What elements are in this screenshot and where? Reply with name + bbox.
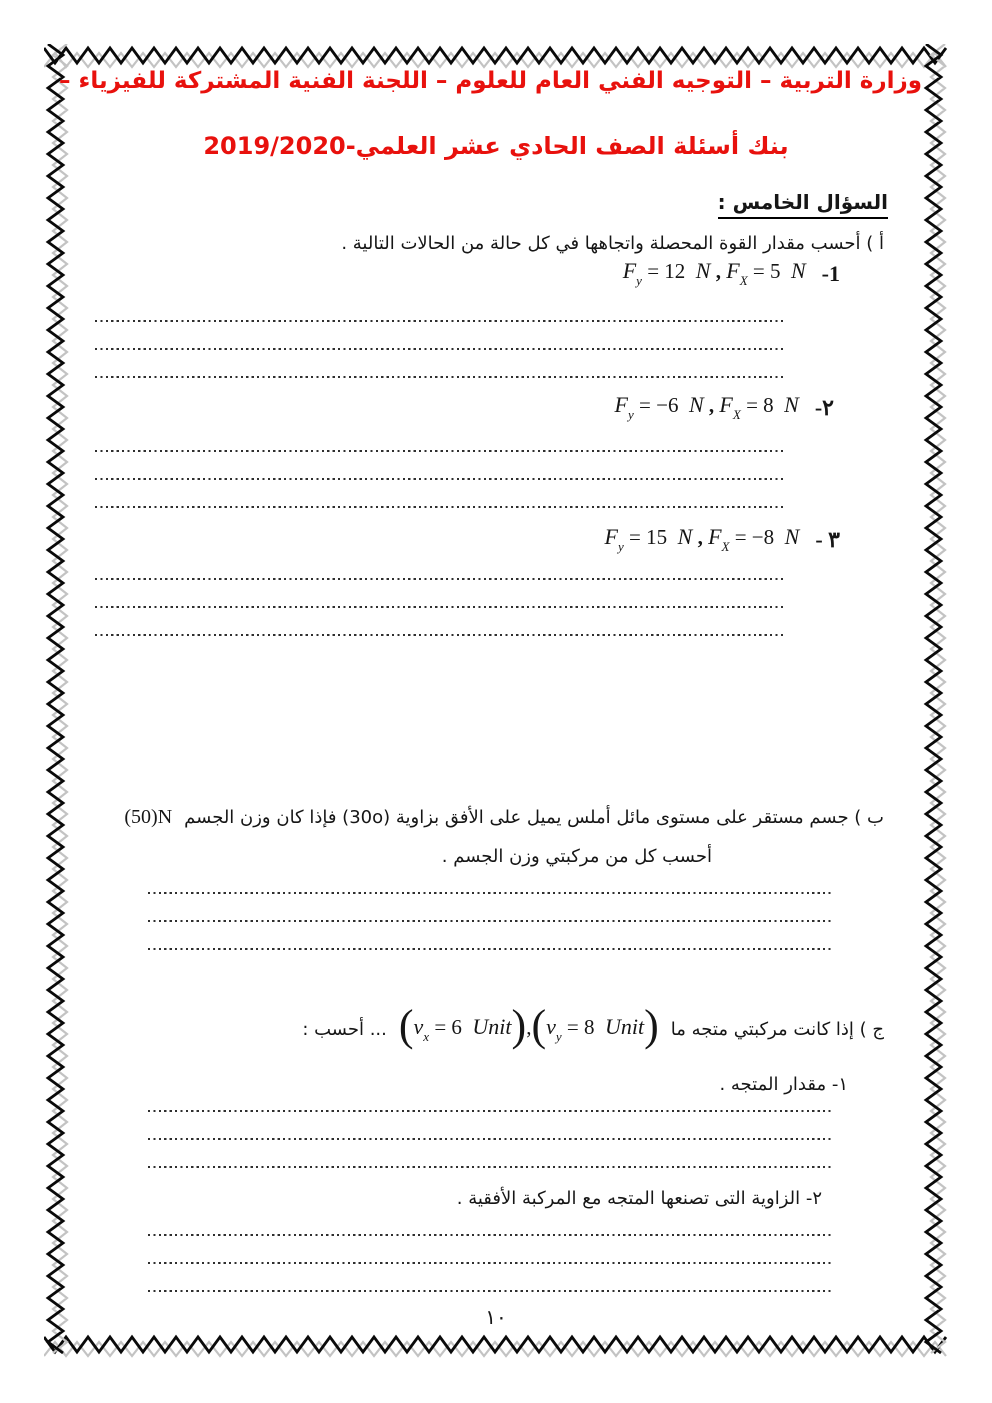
answer-dotted-line <box>95 478 783 480</box>
answer-dotted-line <box>148 1262 832 1264</box>
answer-dotted-line <box>148 920 832 922</box>
case-2-row <box>615 392 834 423</box>
answer-dotted-line <box>148 1166 832 1168</box>
part-c-vector-math: ($v_x = 6$ $Unit),(v_y = 8$ Unit) <box>398 1001 659 1050</box>
part-c-row <box>302 1000 884 1058</box>
part-a-intro: أ ) أحسب مقدار القوة المحصلة واتجاهها في كل حالة من الحالات التالية . <box>341 233 884 254</box>
case-2-number: -٢ <box>814 394 834 420</box>
border-left-zigzag <box>44 44 70 1359</box>
part-c-item1: ١- مقدار المتجه . <box>719 1074 848 1095</box>
page-title-line1: وزارة التربية – التوجيه الفني العام للعلوم – اللجنة الفنية المشتركة للفيزياء – <box>59 68 922 94</box>
answer-dotted-line <box>95 606 783 608</box>
part-b-weight-value: (50)N <box>124 806 173 828</box>
part-c-item2: ٢- الزاوية التى تصنعها المتجه مع المركبة الأفقية . <box>456 1188 822 1209</box>
answer-dotted-line <box>95 376 783 378</box>
part-c-intro: ج ) إذا كانت مركبتي متجه ما <box>670 1018 884 1040</box>
answer-dotted-line <box>95 450 783 452</box>
answer-dotted-line <box>148 948 832 950</box>
case-1-number: -1 <box>821 260 840 286</box>
part-b-line2: أحسب كل من مركبتي وزن الجسم . <box>441 846 712 867</box>
part-b-line1: ب ) جسم مستقر على مستوى مائل أملس يميل على الأفق بزاوية ‎(30o)‎ فإذا كان وزن الجسم <box>184 807 884 828</box>
answer-dotted-line <box>95 578 783 580</box>
part-c-tail: ... أحسب : <box>302 1018 387 1040</box>
case-3-formula: $F_y = 15$ N , $F_X = -8$ N <box>604 524 800 554</box>
page-number: ١٠ <box>485 1305 507 1329</box>
border-top-zigzag <box>44 44 948 70</box>
border-right-zigzag <box>922 44 948 1359</box>
answer-dotted-line <box>148 1234 832 1236</box>
answer-dotted-line <box>148 892 832 894</box>
part-b-line1-row <box>124 806 884 829</box>
answer-dotted-line <box>148 1290 832 1292</box>
answer-dotted-line <box>95 506 783 508</box>
answer-dotted-line <box>148 1138 832 1140</box>
answer-dotted-line <box>95 634 783 636</box>
case-3-number: - ٣ <box>815 526 840 552</box>
page-title-line2: بنك أسئلة الصف الحادي عشر العلمي-2019/2020 <box>203 132 789 160</box>
case-3-row <box>605 524 840 555</box>
answer-dotted-line <box>95 348 783 350</box>
case-1-formula: $F_y = 12$ N , $F_X = 5$ N <box>622 258 806 288</box>
case-1-row <box>623 258 840 289</box>
case-2-formula: $F_y = -6$ N , $F_X = 8$ N <box>614 392 799 422</box>
answer-dotted-line <box>95 320 783 322</box>
answer-dotted-line <box>148 1110 832 1112</box>
border-bottom-zigzag <box>44 1333 948 1359</box>
section-heading: السؤال الخامس : <box>718 190 888 219</box>
